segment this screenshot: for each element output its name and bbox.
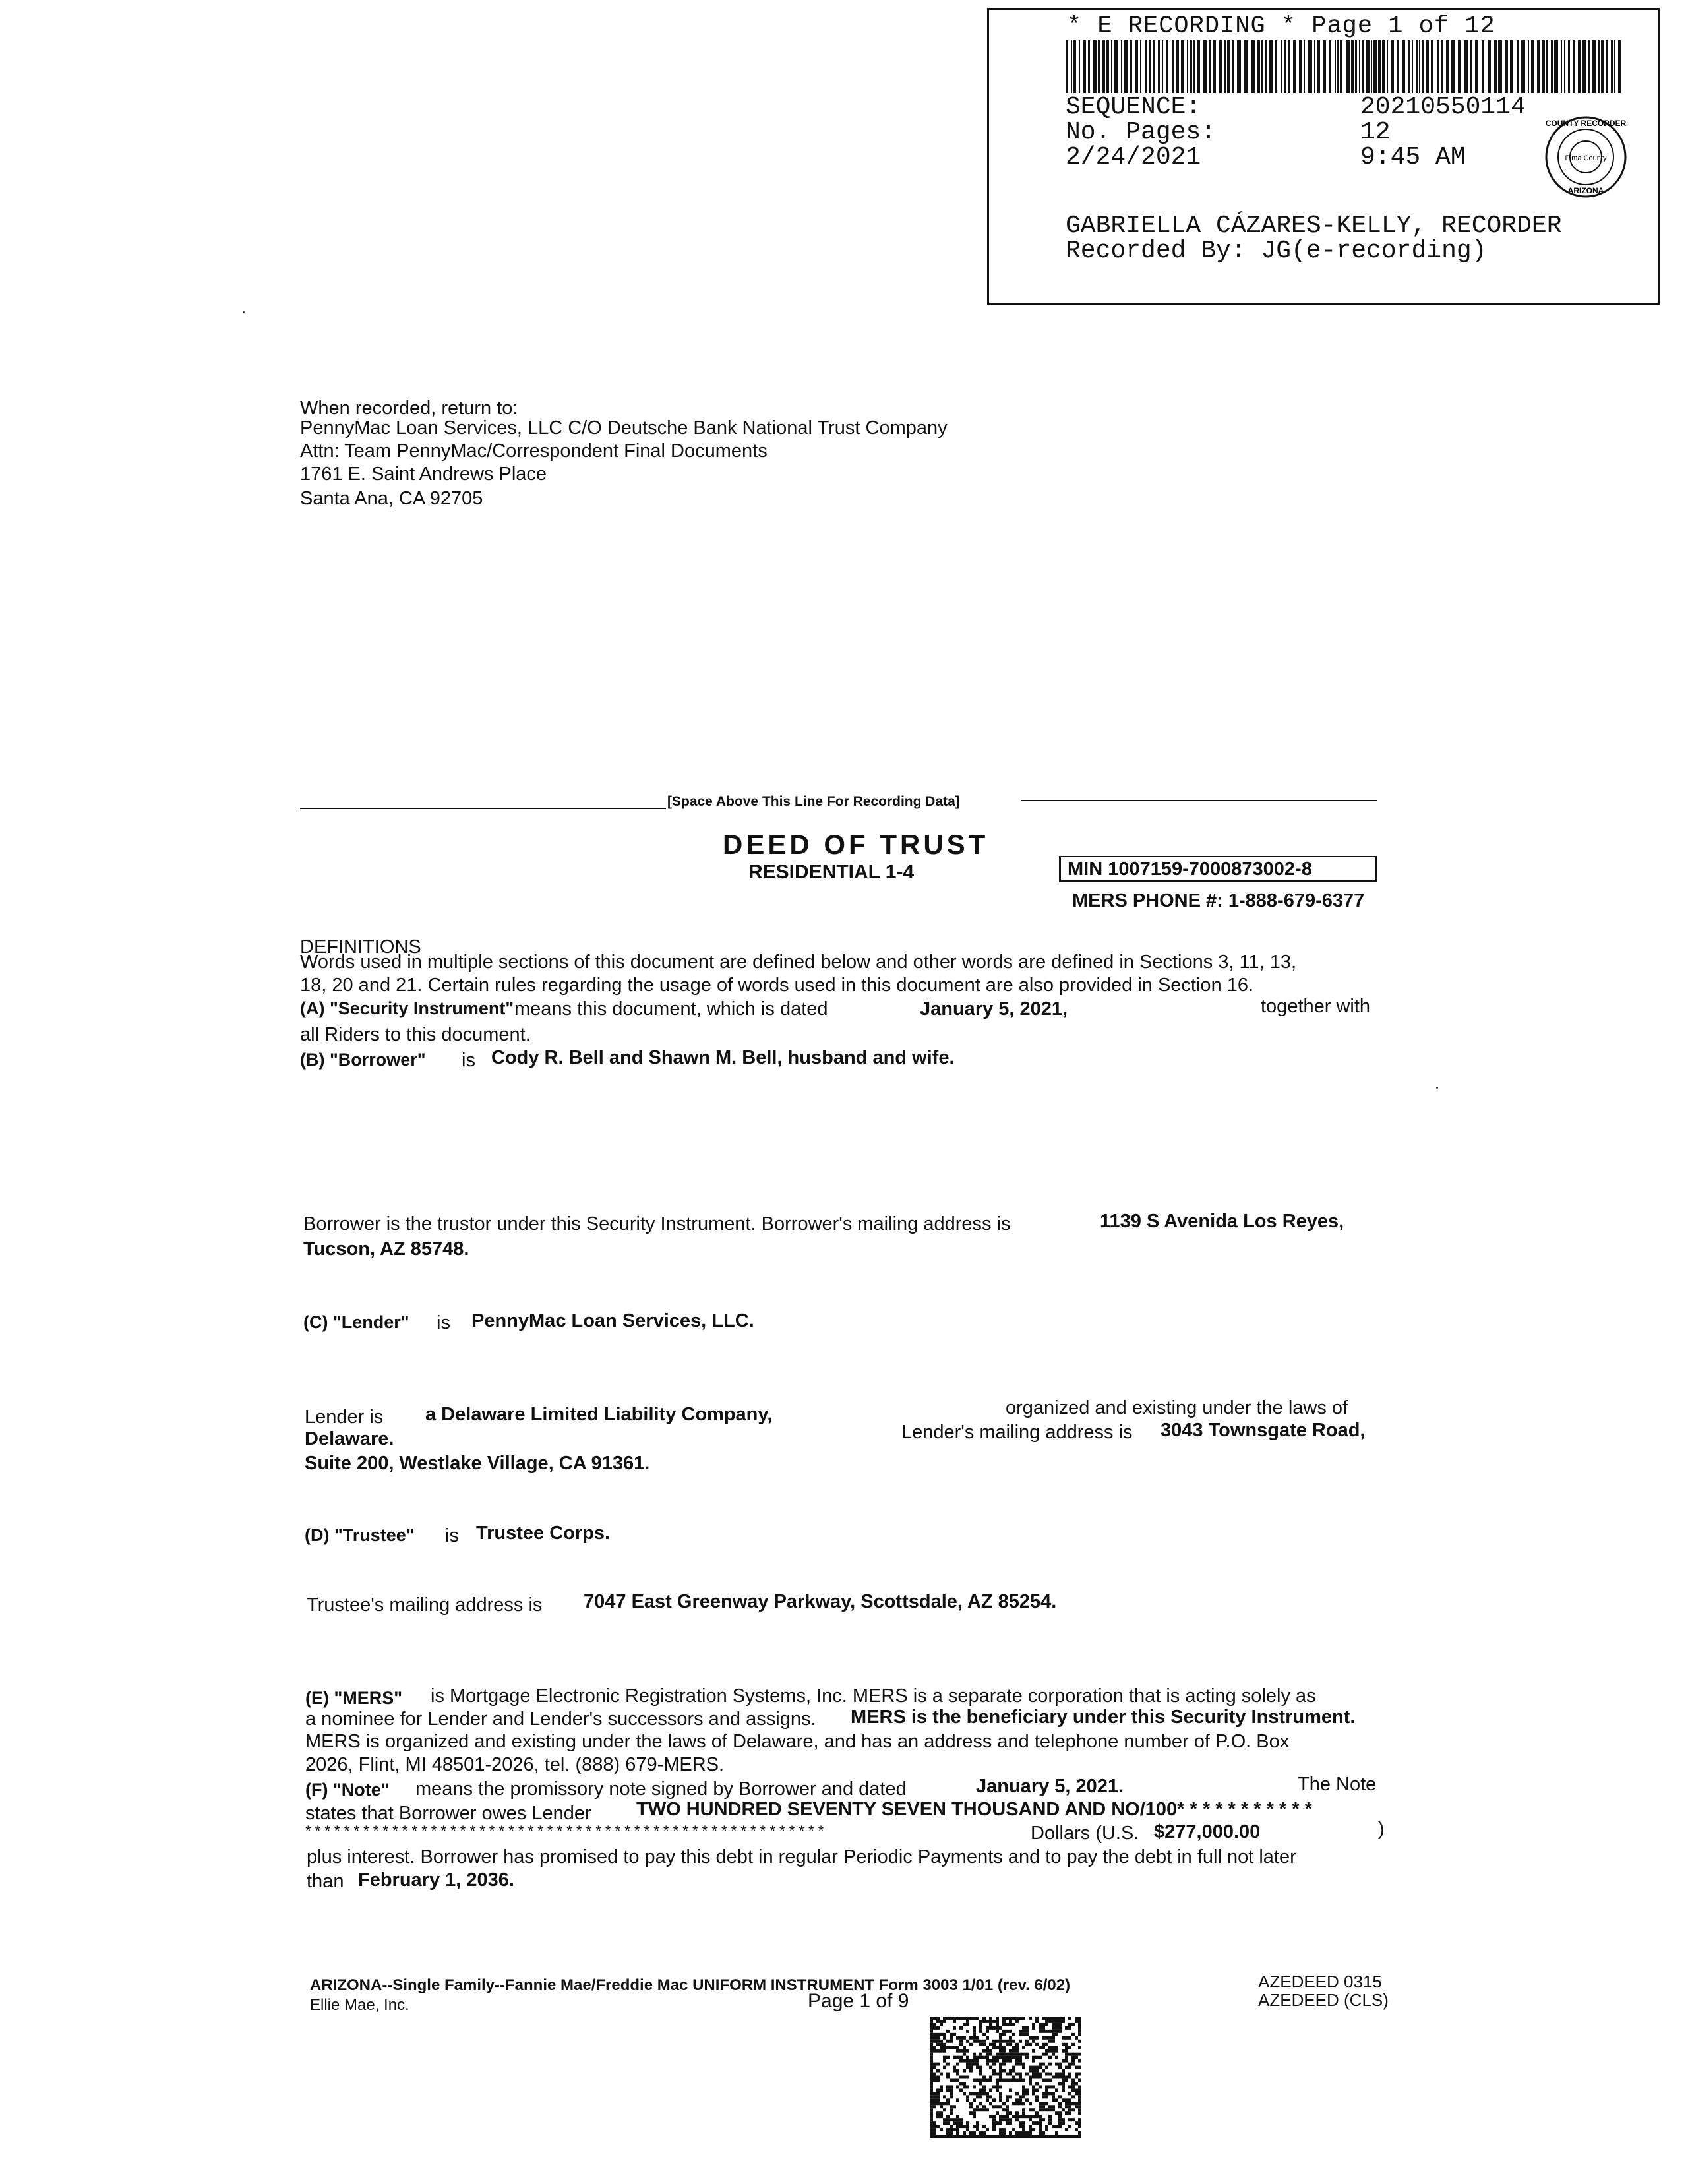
- definitions-intro-line2: 18, 20 and 21. Certain rules regarding the usage of words used in this document are also provided in Section 16.: [300, 975, 1254, 996]
- min-number-box: MIN 1007159-7000873002-8: [1059, 856, 1377, 882]
- footer-vendor: Ellie Mae, Inc.: [310, 1996, 409, 2014]
- recording-header: * E RECORDING * Page 1 of 12: [1067, 13, 1495, 40]
- lender-name: PennyMac Loan Services, LLC.: [471, 1310, 754, 1331]
- definition-c-label: (C) "Lender": [303, 1312, 409, 1332]
- definition-f-stars: * * * * * * * * * * * * * * * * * * * * * * * * * * * * * * * * * * * * * * * * * * * * * * * * * * * * * *: [305, 1823, 824, 1839]
- definition-e-line4: 2026, Flint, MI 48501-2026, tel. (888) 679-MERS.: [305, 1754, 725, 1775]
- pages-label: No. Pages:: [1066, 118, 1217, 146]
- definition-e-label: (E) "MERS": [305, 1688, 403, 1708]
- county-recorder-seal: [1543, 114, 1629, 200]
- definition-f-line1: means the promissory note signed by Borrower and dated: [415, 1778, 907, 1800]
- definitions-intro-line1: Words used in multiple sections of this document are defined below and other words are defined in Sections 3, 11, 13,: [300, 952, 1297, 973]
- lender-address-street: 3043 Townsgate Road,: [1160, 1420, 1366, 1441]
- borrower-address-city: Tucson, AZ 85748.: [303, 1238, 469, 1259]
- definition-c-is: is: [437, 1312, 450, 1333]
- trustee-name: Trustee Corps.: [476, 1523, 611, 1544]
- definition-e-line3: MERS is organized and existing under the laws of Delaware, and has an address and telephone number of P.O. Box: [305, 1731, 1290, 1752]
- lender-state: Delaware.: [305, 1428, 394, 1449]
- loan-amount-words: TWO HUNDRED SEVENTY SEVEN THOUSAND AND NO/100* * * * * * * * * * *: [636, 1799, 1312, 1820]
- lender-is-text: Lender is: [305, 1407, 384, 1428]
- recording-divider-right: [1021, 800, 1377, 801]
- scan-speck: [243, 311, 245, 313]
- definition-e-line1: is Mortgage Electronic Registration Systems, Inc. MERS is a separate corporation that is acting solely as: [431, 1685, 1316, 1707]
- sequence-label: SEQUENCE:: [1066, 93, 1201, 121]
- definitions-heading: DEFINITIONS: [300, 936, 421, 957]
- note-date: January 5, 2021.: [976, 1776, 1124, 1797]
- recording-date: 2/24/2021: [1066, 143, 1201, 171]
- definition-a-line2: all Riders to this document.: [300, 1024, 531, 1045]
- recording-stamp: [987, 8, 1660, 305]
- return-to-label: When recorded, return to:: [300, 398, 518, 419]
- definition-f-line4: plus interest. Borrower has promised to pay this debt in regular Periodic Payments and to pay the debt in full not later: [307, 1846, 1296, 1867]
- return-to-name: PennyMac Loan Services, LLC C/O Deutsche Bank National Trust Company: [300, 417, 948, 439]
- lender-address-text: Lender's mailing address is: [901, 1422, 1133, 1443]
- borrower-address-street: 1139 S Avenida Los Reyes,: [1100, 1211, 1344, 1232]
- definition-e-line2a: a nominee for Lender and Lender's successors and assigns.: [305, 1709, 816, 1730]
- footer-form-code: AZEDEED 0315: [1258, 1972, 1382, 1991]
- sequence-value: 20210550114: [1360, 93, 1526, 121]
- definition-b-is: is: [462, 1050, 475, 1071]
- pages-value: 12: [1360, 118, 1391, 146]
- trustee-address: 7047 East Greenway Parkway, Scottsdale, AZ 85254.: [584, 1591, 1057, 1612]
- lender-entity-type: a Delaware Limited Liability Company,: [425, 1404, 773, 1425]
- document-title: DEED OF TRUST: [723, 829, 989, 860]
- borrower-address-text: Borrower is the trustor under this Security Instrument. Borrower's mailing address is: [303, 1213, 1011, 1234]
- definition-f-paren: ): [1378, 1819, 1385, 1840]
- definition-f-label: (F) "Note": [305, 1780, 390, 1800]
- lender-organized-text: organized and existing under the laws of: [1006, 1397, 1348, 1418]
- footer-form-id: ARIZONA--Single Family--Fannie Mae/Freddie Mac UNIFORM INSTRUMENT Form 3003 1/01 (rev. 6/02): [310, 1976, 1071, 1994]
- return-to-attn: Attn: Team PennyMac/Correspondent Final Documents: [300, 440, 768, 462]
- footer-form-code-cls: AZEDEED (CLS): [1258, 1990, 1389, 2010]
- recording-divider-left: [300, 808, 666, 809]
- definition-b-label: (B) "Borrower": [300, 1050, 426, 1070]
- definition-a-text: means this document, which is dated: [514, 998, 828, 1019]
- definition-a-tail: together with: [1261, 996, 1371, 1017]
- definition-f-dollars: Dollars (U.S.: [1031, 1823, 1139, 1844]
- maturity-date: February 1, 2036.: [358, 1869, 514, 1891]
- recorder-name: GABRIELLA CÁZARES-KELLY, RECORDER: [1066, 212, 1562, 240]
- seal-top-text: COUNTY RECORDER: [1545, 119, 1627, 128]
- recording-time: 9:45 AM: [1360, 143, 1466, 171]
- trustee-address-text: Trustee's mailing address is: [307, 1594, 543, 1616]
- definition-f-line2: states that Borrower owes Lender: [305, 1803, 591, 1824]
- definition-d-label: (D) "Trustee": [305, 1525, 415, 1545]
- definition-f-tail: The Note: [1298, 1774, 1377, 1795]
- document-subtitle: RESIDENTIAL 1-4: [748, 861, 915, 883]
- definition-d-is: is: [445, 1525, 459, 1546]
- recorded-by: Recorded By: JG(e-recording): [1066, 237, 1487, 265]
- return-to-city: Santa Ana, CA 92705: [300, 488, 483, 509]
- mers-phone: MERS PHONE #: 1-888-679-6377: [1072, 890, 1365, 911]
- mers-beneficiary-statement: MERS is the beneficiary under this Security Instrument.: [851, 1707, 1356, 1728]
- scan-speck: [1436, 1087, 1438, 1089]
- definition-a-label: (A) "Security Instrument": [300, 998, 514, 1018]
- data-matrix-code: [930, 2017, 1081, 2138]
- space-above-label: [Space Above This Line For Recording Data]: [667, 794, 960, 809]
- lender-address-city: Suite 200, Westlake Village, CA 91361.: [305, 1453, 650, 1474]
- borrower-names: Cody R. Bell and Shawn M. Bell, husband and wife.: [491, 1047, 955, 1068]
- return-to-street: 1761 E. Saint Andrews Place: [300, 464, 547, 485]
- definition-f-than: than: [307, 1871, 344, 1892]
- recording-barcode: [1066, 40, 1623, 93]
- security-instrument-date: January 5, 2021,: [920, 998, 1068, 1019]
- loan-amount: $277,000.00: [1154, 1821, 1261, 1842]
- seal-center-text: Pima County: [1565, 154, 1607, 162]
- page-number: Page 1 of 9: [808, 1990, 909, 2012]
- seal-bottom-text: ARIZONA: [1567, 186, 1604, 195]
